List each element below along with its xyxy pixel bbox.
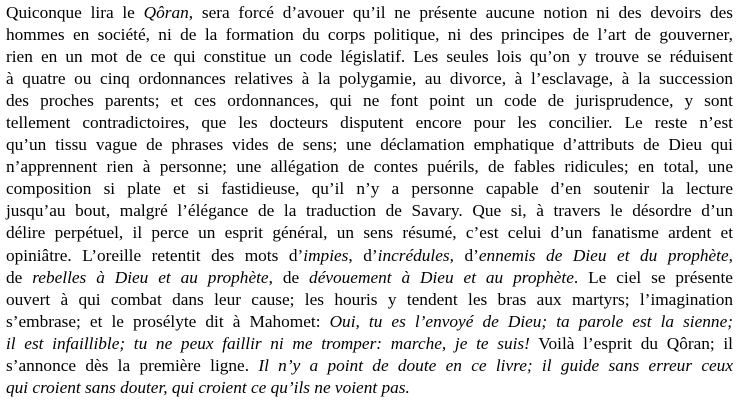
text-line bbox=[6, 245, 733, 267]
text-line bbox=[6, 68, 733, 90]
text-line bbox=[6, 222, 733, 244]
body-paragraph bbox=[6, 2, 733, 399]
text-segment: ouvert à qui combat dans leur cause; les houris y tendent les bras aux martyrs; l’imagination bbox=[6, 289, 733, 309]
text-segment: de bbox=[6, 267, 33, 287]
text-segment: , bbox=[728, 245, 733, 265]
text-segment: hommes en société, ni de la formation du corps politique, ni des principes de l’art de gouverner, bbox=[6, 25, 733, 45]
text-segment: , sera forcé d’avouer qu’il ne présente aucune notion ni des devoirs des bbox=[188, 3, 733, 22]
text-line bbox=[6, 200, 733, 222]
text-segment: s’annonce dès la première ligne. bbox=[6, 355, 259, 375]
text-segment: rien en un mot de ce qui constitue un code législatif. Les seules lois qu’on y trouve se réduisent bbox=[6, 47, 733, 67]
text-segment: jusqu’au bout, malgré l’élégance de la traduction de Savary. Que si, à travers le désordre d’un bbox=[6, 201, 733, 221]
text-segment: , d’ bbox=[348, 245, 378, 265]
italic-text-segment: incrédules bbox=[377, 245, 450, 265]
italic-text-segment: Qôran bbox=[143, 3, 189, 22]
text-segment: des proches parents; et ces ordonnances, qui ne font point un code de jurisprudence, y sont bbox=[6, 91, 733, 111]
text-line bbox=[6, 46, 733, 68]
text-segment: à quatre ou cinq ordonnances relatives à la polygamie, au divorce, à l’esclavage, à la succession bbox=[6, 69, 733, 89]
italic-text-segment: dévouement à Dieu et au prophète bbox=[309, 267, 574, 287]
text-segment: . Le ciel se présente bbox=[573, 267, 733, 287]
italic-text-segment: il est infaillible; tu ne peux faillir ni me tromper: marche, je te suis! bbox=[6, 333, 530, 353]
text-segment: , d’ bbox=[449, 245, 479, 265]
text-line bbox=[6, 2, 733, 24]
italic-text-segment: ennemis de Dieu et du prophète bbox=[478, 245, 729, 265]
text-line bbox=[6, 90, 733, 112]
text-line bbox=[6, 112, 733, 134]
text-segment: n’apprennent rien à personne; une allégation de contes puérils, de fables ridicules; en total, une bbox=[6, 157, 733, 177]
italic-text-segment: rebelles à Dieu et au prophète bbox=[32, 267, 269, 287]
text-segment: tellement contradictoires, que les docteurs disputent encore pour les concilier. Le reste n’est bbox=[6, 113, 733, 133]
text-segment: délire perpétuel, il perce un esprit général, un sens résumé, c’est celui d’un fanatisme ardent et bbox=[6, 223, 733, 243]
italic-text-segment: Il n’y a point de doute en ce livre; il guide sans erreur ceux bbox=[258, 355, 733, 375]
text-segment: Voilà l’esprit du Qôran; il bbox=[529, 333, 733, 353]
text-segment: composition si plate et si fastidieuse, qu’il n’y a personne capable d’en soutenir la lecture bbox=[6, 179, 733, 199]
italic-text-segment: Oui, tu es l’envoyé de Dieu; ta parole est la sienne; bbox=[329, 311, 733, 331]
text-line bbox=[6, 178, 733, 200]
text-segment: , de bbox=[268, 267, 310, 287]
italic-text-segment: impies bbox=[303, 245, 349, 265]
text-line bbox=[6, 333, 733, 355]
text-segment: Quiconque lira le bbox=[6, 3, 144, 22]
text-segment: opiniâtre. L’oreille retentit des mots d’ bbox=[6, 245, 304, 265]
text-segment: s’embrase; et le prosélyte dit à Mahomet: bbox=[6, 311, 330, 331]
italic-text-segment: qui croient sans douter, qui croient ce qu’ils ne voient pas. bbox=[6, 377, 410, 397]
text-line bbox=[6, 311, 733, 333]
text-line bbox=[6, 156, 733, 178]
text-line bbox=[6, 24, 733, 46]
text-line bbox=[6, 377, 733, 399]
text-line bbox=[6, 355, 733, 377]
text-line bbox=[6, 267, 733, 289]
text-line bbox=[6, 134, 733, 156]
text-line bbox=[6, 289, 733, 311]
text-segment: qu’un tissu vague de phrases vides de sens; une déclamation emphatique d’attributs de Dieu qui bbox=[6, 135, 733, 155]
